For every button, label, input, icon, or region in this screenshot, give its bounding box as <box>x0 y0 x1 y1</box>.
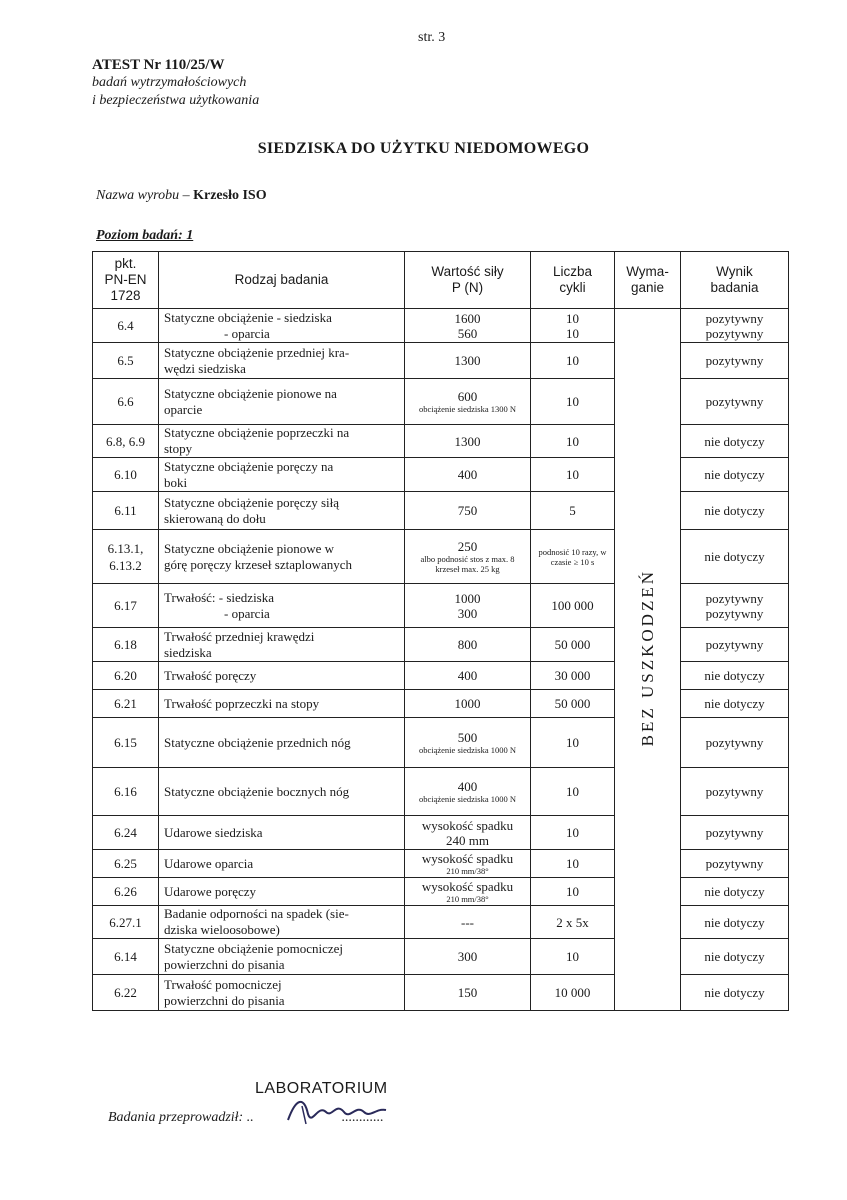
header-requirements: Wyma- ganie <box>615 252 681 309</box>
row-pkt <box>93 718 159 768</box>
page-number: str. 3 <box>418 30 446 45</box>
pkt-line: 6.10 <box>114 467 137 482</box>
document-title: SIEDZISKA DO UŻYTKU NIEDOMOWEGO <box>257 140 590 157</box>
pkt-line: 6.6 <box>117 394 134 409</box>
name-line: Badanie odporności na spadek (sie- <box>164 906 349 921</box>
force-line: 300 <box>457 605 478 621</box>
row-force <box>405 628 531 662</box>
table-row <box>93 309 789 343</box>
force-line: 600 <box>457 389 478 404</box>
row-force <box>405 425 531 458</box>
row-test-name <box>159 850 405 878</box>
row-force <box>405 662 531 690</box>
row-cycles <box>531 584 615 628</box>
row-force <box>405 850 531 878</box>
row-test-name <box>159 425 405 458</box>
force-line: 300 <box>457 949 478 964</box>
cycles-line: 10 <box>566 735 579 750</box>
row-result <box>681 530 789 584</box>
table-row <box>93 939 789 975</box>
row-force-note: 210 mm/38° <box>446 866 489 876</box>
header-result: Wynik badania <box>681 252 789 309</box>
row-pkt <box>93 379 159 425</box>
requirement-text: BEZ USZKODZEŃ <box>637 568 657 747</box>
cycles-line: 10 <box>566 353 579 368</box>
result-line: pozytywny <box>705 735 764 750</box>
force-line: 560 <box>457 325 478 341</box>
result-line: nie dotyczy <box>704 668 765 683</box>
row-force <box>405 309 531 343</box>
row-force <box>405 492 531 530</box>
result-line: nie dotyczy <box>704 549 765 564</box>
result-line: pozytywny <box>705 353 764 368</box>
table-row <box>93 343 789 379</box>
table-row <box>93 628 789 662</box>
row-cycles <box>531 768 615 816</box>
row-force <box>405 690 531 718</box>
header-line-2: badań wytrzymałościowych <box>92 75 247 90</box>
force-line: --- <box>461 914 474 930</box>
force-line: 500 <box>457 730 478 745</box>
force-line: 400 <box>457 467 478 482</box>
name-line: Udarowe poręczy <box>164 883 257 899</box>
document-header <box>92 56 259 110</box>
row-cycles <box>531 975 615 1011</box>
force-line: 240 mm <box>446 832 489 848</box>
row-force <box>405 816 531 850</box>
row-cycles <box>531 939 615 975</box>
name-line: boki <box>164 474 188 490</box>
result-line: pozytywny <box>705 310 764 326</box>
name-line: Statyczne obciążenie - siedziska <box>164 309 332 325</box>
name-line: Trwałość poręczy <box>164 667 257 683</box>
force-line: 1000 <box>454 590 481 606</box>
row-cycles <box>531 458 615 492</box>
row-cycles <box>531 906 615 939</box>
force-line: 800 <box>457 637 478 652</box>
row-result <box>681 768 789 816</box>
row-force <box>405 530 531 584</box>
result-line: pozytywny <box>705 590 764 606</box>
atest-number: ATEST Nr 110/25/W <box>92 57 225 73</box>
row-pkt <box>93 425 159 458</box>
row-cycles <box>531 718 615 768</box>
row-result <box>681 628 789 662</box>
table-body <box>93 309 789 1011</box>
row-force-note: obciążenie siedziska 1000 N <box>418 745 516 755</box>
row-force-note: obciążenie siedziska 1000 N <box>418 794 516 804</box>
cycles-line: 10 <box>566 949 579 964</box>
row-test-name <box>159 662 405 690</box>
row-cycles <box>531 425 615 458</box>
table-row <box>93 878 789 906</box>
force-line: wysokość spadku <box>421 879 514 894</box>
pkt-line: 6.11 <box>114 503 137 518</box>
row-test-name <box>159 975 405 1011</box>
cycles-line: 2 x 5x <box>556 914 589 930</box>
pkt-line: 6.14 <box>114 949 137 964</box>
table-row <box>93 718 789 768</box>
table-row <box>93 690 789 718</box>
row-cycles-note: podnosić 10 razy, w czasie ≥ 10 s <box>538 546 607 567</box>
cycles-line: 10 <box>566 394 579 409</box>
row-cycles <box>531 690 615 718</box>
row-cycles <box>531 628 615 662</box>
row-test-name <box>159 492 405 530</box>
force-line: 1600 <box>454 310 481 326</box>
name-line: Statyczne obciążenie przedniej kra- <box>164 344 350 360</box>
row-result <box>681 343 789 379</box>
table-row <box>93 584 789 628</box>
row-result <box>681 425 789 458</box>
result-line: pozytywny <box>705 605 764 621</box>
row-result <box>681 906 789 939</box>
row-result <box>681 492 789 530</box>
force-line: 150 <box>457 985 478 1000</box>
name-line: Statyczne obciążenie pomocniczej <box>164 940 344 956</box>
conducted-by-dots: ............ <box>341 1110 384 1125</box>
table-row <box>93 379 789 425</box>
row-pkt <box>93 584 159 628</box>
table-row <box>93 662 789 690</box>
name-line: Statyczne obciążenie poprzeczki na <box>164 425 350 440</box>
pkt-line: 6.15 <box>114 735 137 750</box>
name-line: powierzchni do pisania <box>164 956 285 972</box>
name-line: Trwałość poprzeczki na stopy <box>164 695 320 711</box>
row-result <box>681 584 789 628</box>
test-level: Poziom badań: 1 <box>96 228 194 243</box>
row-force <box>405 975 531 1011</box>
pkt-line: 6.18 <box>114 637 137 652</box>
product-name: Krzesło ISO <box>193 188 267 203</box>
row-result <box>681 878 789 906</box>
row-force <box>405 718 531 768</box>
row-force <box>405 768 531 816</box>
result-line: pozytywny <box>705 394 764 409</box>
force-line: wysokość spadku <box>421 851 514 866</box>
name-line: Trwałość pomocniczej <box>164 976 282 992</box>
pkt-line: 6.22 <box>114 985 137 1000</box>
name-line: dziska wieloosobowe) <box>164 922 280 937</box>
force-line: 1300 <box>454 433 481 449</box>
requirements-cell <box>615 309 681 1011</box>
row-force <box>405 458 531 492</box>
cycles-line: 10 000 <box>554 985 591 1000</box>
result-line: pozytywny <box>705 784 764 799</box>
row-test-name <box>159 343 405 379</box>
name-line: Statyczne obciążenie pionowe w <box>164 540 335 556</box>
row-cycles <box>531 379 615 425</box>
test-results-table <box>92 251 789 1011</box>
pkt-line: 6.25 <box>114 856 137 871</box>
row-test-name <box>159 628 405 662</box>
result-line: nie dotyczy <box>704 884 765 899</box>
cycles-line: 100 000 <box>551 598 594 613</box>
result-line: pozytywny <box>705 637 764 652</box>
row-force <box>405 878 531 906</box>
row-pkt <box>93 690 159 718</box>
name-line: Statyczne obciążenie pionowe na <box>164 385 337 401</box>
row-result <box>681 309 789 343</box>
cycles-line: 50 000 <box>554 696 591 711</box>
name-line: Statyczne obciążenie przednich nóg <box>164 734 351 750</box>
name-line: skierowaną do dołu <box>164 510 266 526</box>
table-row <box>93 906 789 939</box>
row-result <box>681 662 789 690</box>
result-line: nie dotyczy <box>704 503 765 518</box>
force-line: 750 <box>457 503 478 518</box>
row-pkt <box>93 492 159 530</box>
table-header-row <box>93 252 789 309</box>
table-row <box>93 768 789 816</box>
name-line: Udarowe siedziska <box>164 824 263 840</box>
row-pkt <box>93 768 159 816</box>
result-line: nie dotyczy <box>704 949 765 964</box>
row-test-name <box>159 878 405 906</box>
row-result <box>681 458 789 492</box>
cycles-line: 5 <box>569 503 576 518</box>
name-line: wędzi siedziska <box>164 360 246 376</box>
force-line: 400 <box>457 779 478 794</box>
name-line: Udarowe oparcia <box>164 855 254 871</box>
cycles-line: 10 <box>566 784 579 799</box>
force-line: wysokość spadku <box>421 817 514 833</box>
pkt-line: 6.5 <box>117 353 134 368</box>
row-cycles <box>531 343 615 379</box>
row-test-name <box>159 530 405 584</box>
cycles-line: 50 000 <box>554 637 591 652</box>
result-line: pozytywny <box>705 856 764 871</box>
row-pkt <box>93 628 159 662</box>
product-dash: – <box>179 188 194 203</box>
row-force <box>405 939 531 975</box>
pkt-line: 6.24 <box>114 825 137 840</box>
table-row <box>93 458 789 492</box>
conducted-by-label: Badania przeprowadził: .. <box>108 1110 254 1125</box>
table-row <box>93 492 789 530</box>
row-cycles <box>531 309 615 343</box>
table-row <box>93 975 789 1011</box>
result-line: pozytywny <box>705 825 764 840</box>
row-pkt <box>93 850 159 878</box>
name-line: Trwałość przedniej krawędzi <box>164 628 315 644</box>
row-test-name <box>159 816 405 850</box>
row-pkt <box>93 939 159 975</box>
cycles-line: 10 <box>566 884 579 899</box>
row-force <box>405 379 531 425</box>
name-line: Statyczne obciążenie bocznych nóg <box>164 783 350 799</box>
row-result <box>681 939 789 975</box>
cycles-line: 10 <box>566 325 579 341</box>
pkt-line: 6.4 <box>117 318 134 333</box>
header-cycles: Liczba cykli <box>531 252 615 309</box>
row-result <box>681 718 789 768</box>
cycles-line: 10 <box>566 467 579 482</box>
name-line: stopy <box>164 441 193 456</box>
row-pkt <box>93 662 159 690</box>
pkt-line: 6.21 <box>114 696 137 711</box>
row-result <box>681 690 789 718</box>
row-test-name <box>159 718 405 768</box>
row-cycles <box>531 816 615 850</box>
cycles-line: 10 <box>566 310 579 326</box>
row-cycles <box>531 530 615 584</box>
result-line: nie dotyczy <box>704 433 765 449</box>
table-row <box>93 816 789 850</box>
row-test-name <box>159 906 405 939</box>
row-force <box>405 906 531 939</box>
row-force <box>405 584 531 628</box>
pkt-line: 6.13.2 <box>109 557 142 573</box>
cycles-line: 10 <box>566 825 579 840</box>
cycles-line: 10 <box>566 856 579 871</box>
row-result <box>681 850 789 878</box>
name-line: Trwałość: - siedziska <box>164 589 275 605</box>
row-result <box>681 816 789 850</box>
name-line: powierzchni do pisania <box>164 992 285 1008</box>
row-test-name <box>159 584 405 628</box>
result-line: nie dotyczy <box>704 467 765 482</box>
header-test-type: Rodzaj badania <box>159 252 405 309</box>
row-pkt <box>93 906 159 939</box>
cycles-line: 10 <box>566 433 579 449</box>
pkt-line: 6.20 <box>114 668 137 683</box>
laboratory-stamp: LABORATORIUM <box>255 1080 388 1097</box>
result-line: nie dotyczy <box>704 696 765 711</box>
product-line <box>96 188 267 204</box>
row-cycles <box>531 662 615 690</box>
result-line: nie dotyczy <box>704 914 765 930</box>
row-test-name-sub: - oparcia <box>224 325 270 341</box>
row-test-name <box>159 309 405 343</box>
header-force: Wartość siły P (N) <box>405 252 531 309</box>
row-test-name <box>159 458 405 492</box>
pkt-line: 6.8, 6.9 <box>106 433 145 449</box>
result-line: nie dotyczy <box>704 985 765 1000</box>
row-force-note: 210 mm/38° <box>446 894 489 904</box>
row-force-note: obciążenie siedziska 1300 N <box>418 404 516 414</box>
row-force <box>405 343 531 379</box>
name-line: oparcie <box>164 401 203 417</box>
cycles-line: 30 000 <box>554 668 591 683</box>
table-row <box>93 530 789 584</box>
force-line: 1000 <box>454 696 481 711</box>
pkt-line: 6.26 <box>114 884 137 899</box>
row-cycles <box>531 850 615 878</box>
product-label: Nazwa wyrobu <box>96 188 180 203</box>
row-test-name-sub: - oparcia <box>224 605 270 621</box>
row-test-name <box>159 690 405 718</box>
pkt-line: 6.27.1 <box>109 914 142 930</box>
row-force-note: albo podnosić stos z max. 8 krzeseł max. 25 kg <box>420 554 515 574</box>
row-test-name <box>159 379 405 425</box>
force-line: 250 <box>457 539 478 554</box>
row-test-name <box>159 939 405 975</box>
row-pkt <box>93 975 159 1011</box>
row-result <box>681 975 789 1011</box>
row-cycles <box>531 878 615 906</box>
row-result <box>681 379 789 425</box>
header-pkt: pkt. PN-EN 1728 <box>93 252 159 309</box>
row-cycles <box>531 492 615 530</box>
name-line: górę poręczy krzeseł sztaplowanych <box>164 556 353 572</box>
pkt-line: 6.17 <box>114 598 137 613</box>
result-line: pozytywny <box>705 325 764 341</box>
name-line: Statyczne obciążenie poręczy na <box>164 458 334 474</box>
row-pkt <box>93 530 159 584</box>
row-pkt <box>93 458 159 492</box>
row-pkt <box>93 309 159 343</box>
force-line: 1300 <box>454 353 481 368</box>
row-pkt <box>93 878 159 906</box>
table-row <box>93 850 789 878</box>
pkt-line: 6.13.1, <box>107 540 144 556</box>
row-pkt <box>93 343 159 379</box>
name-line: siedziska <box>164 644 212 660</box>
pkt-line: 6.16 <box>114 784 137 799</box>
name-line: Statyczne obciążenie poręczy siłą <box>164 494 340 510</box>
signature-mark <box>282 1090 392 1130</box>
row-pkt <box>93 816 159 850</box>
header-line-3: i bezpieczeństwa użytkowania <box>92 93 260 108</box>
row-test-name <box>159 768 405 816</box>
table-row <box>93 425 789 458</box>
force-line: 400 <box>457 668 478 683</box>
